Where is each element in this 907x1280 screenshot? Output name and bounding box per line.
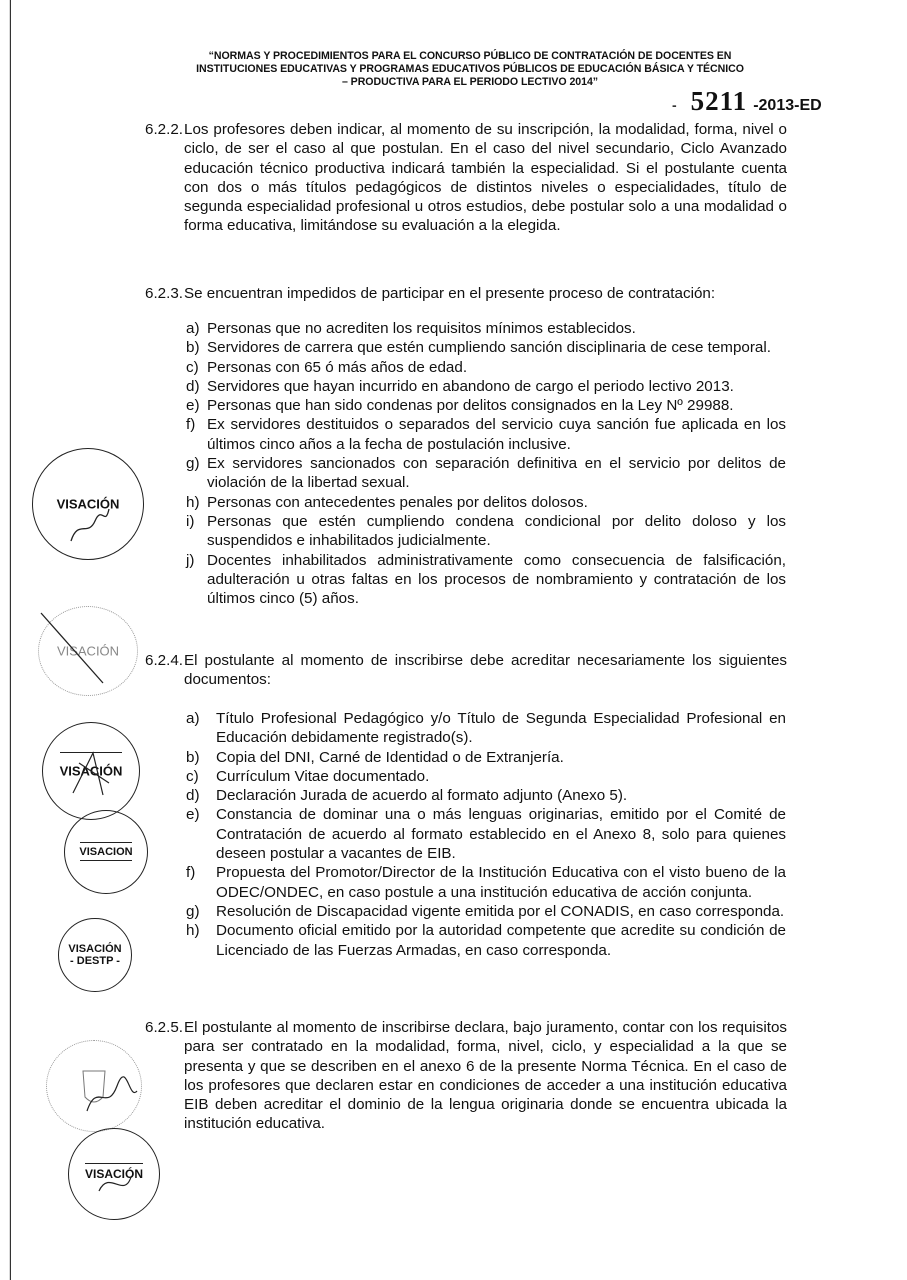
coat-of-arms-icon bbox=[47, 1041, 141, 1131]
stamp-center-text: VISACIÓN - DESTP - bbox=[68, 943, 122, 967]
list-item: a) Título Profesional Pedagógico y/o Título de Segunda Especialidad Profesional en Educación debidamente registrado(s). bbox=[186, 710, 786, 747]
visacion-stamp-basica-regular bbox=[42, 722, 140, 820]
stamp-center-text: VISACIÓN bbox=[56, 496, 120, 512]
header-title-line-3: – PRODUCTIVA PARA EL PERIODO LECTIVO 2014” bbox=[341, 76, 599, 88]
list-item: c) Currículum Vitae documentado. bbox=[186, 767, 430, 785]
list-item: e) Constancia de dominar una o más lenguas originarias, emitido por el Comité de Contratación de acuerdo al formato establecido en el Anexo 8, solo para quienes deseen postular a vacantes de EIB. bbox=[186, 806, 786, 863]
header-title-line-1: “NORMAS Y PROCEDIMIENTOS PARA EL CONCURSO PÚBLICO DE CONTRATACIÓN DE DOCENTES EN bbox=[208, 50, 732, 62]
signature-strike-icon bbox=[39, 607, 137, 695]
section-text: El postulante al momento de inscribirse debe acreditar necesariamente los siguientes documentos: bbox=[184, 652, 787, 689]
resolution-number bbox=[672, 86, 822, 117]
impediments-list bbox=[186, 319, 786, 608]
visacion-stamp-basica-especial bbox=[64, 810, 148, 894]
visacion-stamp-intercultural bbox=[38, 606, 138, 696]
stamp-center-text: VISACIÓN bbox=[59, 763, 123, 779]
list-item: e) Personas que han sido condenas por delitos consignados en la Ley Nº 29988. bbox=[186, 397, 734, 415]
section-6-2-5 bbox=[145, 1018, 787, 1134]
section-number: 6.2.5. bbox=[145, 1019, 183, 1036]
signature-icon bbox=[33, 449, 143, 559]
signature-icon bbox=[43, 723, 139, 819]
section-number: 6.2.4. bbox=[145, 652, 183, 669]
list-item: c) Personas con 65 ó más años de edad. bbox=[186, 358, 468, 376]
section-text: Se encuentran impedidos de participar en el presente proceso de contratación: bbox=[184, 285, 716, 302]
header-title-line-2: INSTITUCIONES EDUCATIVAS Y PROGRAMAS EDUCATIVOS PÚBLICOS DE EDUCACIÓN BÁSICA Y TÉCNICO bbox=[196, 63, 744, 75]
list-item: d) Declaración Jurada de acuerdo al formato adjunto (Anexo 5). bbox=[186, 787, 628, 805]
ministerio-educacion-seal bbox=[46, 1040, 142, 1132]
section-number: 6.2.3. bbox=[145, 285, 183, 302]
list-item: b) Copia del DNI, Carné de Identidad o de Extranjería. bbox=[186, 748, 564, 766]
list-item: f) Ex servidores destituidos o separados del servicio cuya sanción fue aplicada en los últimos cinco años a la fecha de postulación inclusive. bbox=[186, 416, 786, 453]
visacion-stamp-desarrollo-docente bbox=[32, 448, 144, 560]
list-item: j) Docentes inhabilitados administrativamente como consecuencia de falsificación, adulteración u otras faltas en los procesos de nombramiento y contratación de los últimos cinco (5) años. bbox=[186, 551, 786, 608]
visacion-stamp-basica-alternativa bbox=[68, 1128, 160, 1220]
resolution-number-suffix: -2013-ED bbox=[753, 97, 822, 114]
scan-edge-line bbox=[10, 0, 11, 1280]
section-6-2-4 bbox=[145, 651, 787, 690]
section-6-2-3 bbox=[145, 284, 787, 303]
section-number: 6.2.2. bbox=[145, 121, 183, 138]
visacion-stamp-destp bbox=[58, 918, 132, 992]
resolution-number-main: 5211 bbox=[690, 86, 748, 116]
section-text: Los profesores deben indicar, al momento de su inscripción, la modalidad, forma, nivel o ciclo, de ser el caso al que postulan. En el caso del nivel secundario, Ciclo Avanzado educación técnico productiva indicará también la especialidad. Si el postulante cuenta con dos o más títulos pedagógicos de distintos niveles o especialidades, título de segunda especialidad profesional u otros estudios, debe postular solo a una modalidad o forma educativa, limitándose su evaluación a la elegida. bbox=[184, 121, 787, 235]
resolution-mark: - bbox=[672, 97, 677, 113]
list-item: a) Personas que no acrediten los requisitos mínimos establecidos. bbox=[186, 320, 636, 337]
required-documents-list bbox=[186, 709, 786, 960]
section-text: El postulante al momento de inscribirse declara, bajo juramento, contar con los requisitos para ser contratado en la modalidad, forma, nivel, ciclo, y especialidad a la que se presenta y que se describen en el anexo 6 de la presente Norma Técnica. En el caso de los profesores que declaren estar en condiciones de acceder a una institución educativa EIB deben acreditar el dominio de la lengua originaria donde se encuentra ubicada la institución educativa. bbox=[184, 1019, 787, 1133]
section-6-2-2 bbox=[145, 120, 787, 236]
list-item: g) Resolución de Discapacidad vigente emitida por el CONADIS, en caso corresponda. bbox=[186, 902, 785, 920]
document-header bbox=[140, 50, 800, 89]
list-item: f) Propuesta del Promotor/Director de la Institución Educativa con el visto bueno de la ODEC/ONDEC, en caso postule a una institución educativa de acción conjunta. bbox=[186, 864, 786, 901]
stamp-center-text: VISACIÓN bbox=[84, 1167, 143, 1181]
list-item: g) Ex servidores sancionados con separación definitiva en el servicio por delitos de violación de la libertad sexual. bbox=[186, 455, 786, 492]
signature-icon bbox=[69, 1129, 159, 1219]
list-item: d) Servidores que hayan incurrido en abandono de cargo el periodo lectivo 2013. bbox=[186, 377, 734, 395]
list-item: b) Servidores de carrera que estén cumpliendo sanción disciplinaria de cese temporal. bbox=[186, 339, 771, 357]
list-item: h) Documento oficial emitido por la autoridad competente que acredite su condición de Licenciado de las Fuerzas Armadas, en caso corresponda. bbox=[186, 922, 786, 959]
stamp-center-text: VISACIÓN bbox=[56, 643, 120, 659]
list-item: i) Personas que estén cumpliendo condena condicional por delito doloso y los suspendidos e inhabilitados judicialmente. bbox=[186, 512, 786, 550]
stamp-center-text: VISACION bbox=[79, 846, 133, 858]
list-item: h) Personas con antecedentes penales por delitos dolosos. bbox=[186, 493, 588, 511]
